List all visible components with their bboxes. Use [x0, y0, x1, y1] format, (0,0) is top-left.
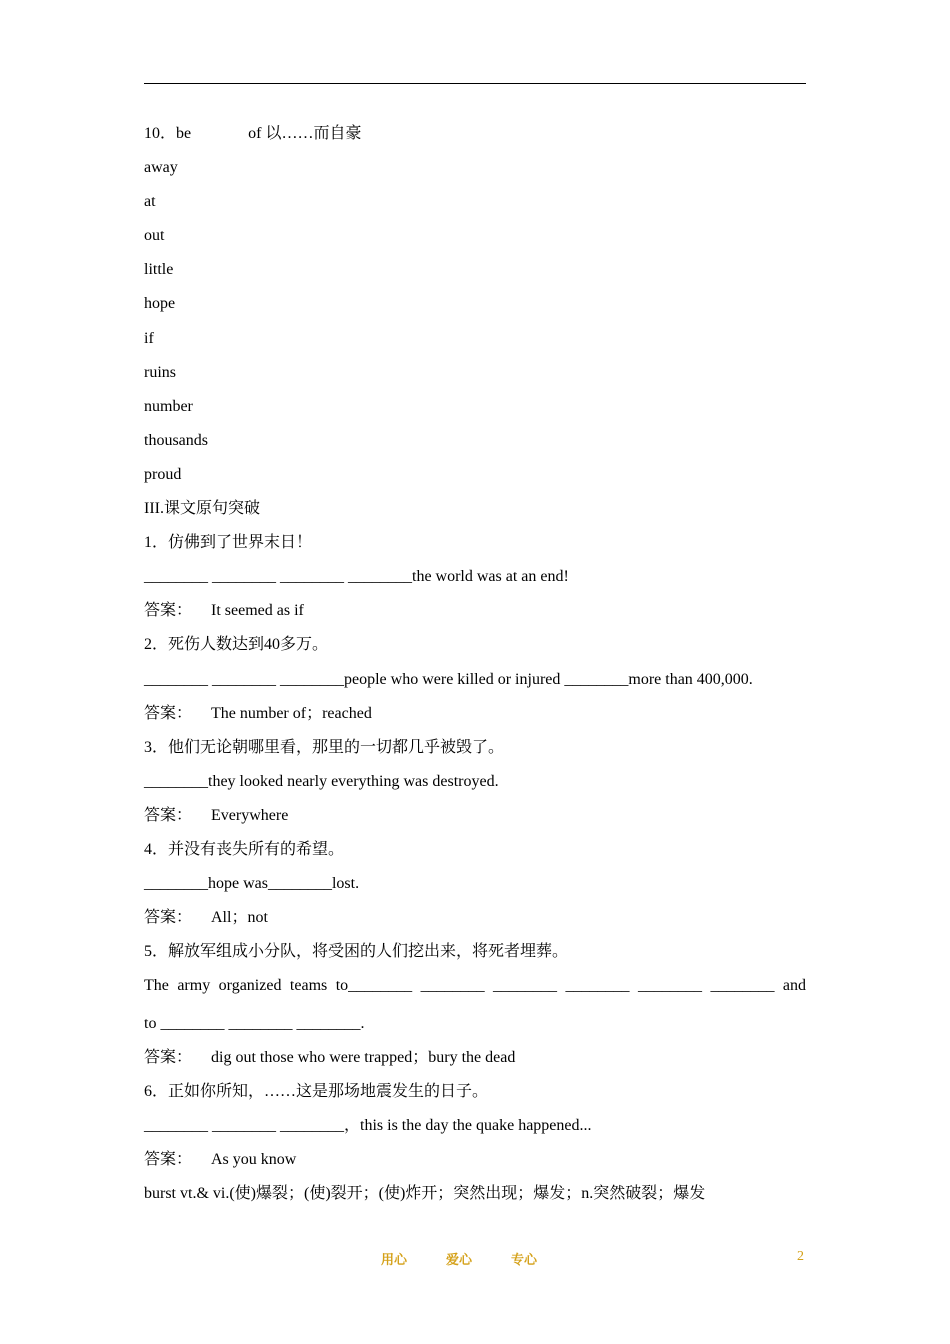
text-line: hope — [144, 295, 176, 313]
answer-line — [144, 704, 806, 724]
text-line: The army organized teams to________ ________ ________ ________ ________ ________ and — [144, 977, 806, 995]
answer-label: 答案： — [144, 806, 193, 824]
page-footer — [0, 1249, 950, 1267]
text-line — [144, 124, 806, 144]
text-line: ________ ________ ________people who were killed or injured ________more than 400,000. — [144, 670, 753, 688]
header-rule — [144, 83, 806, 84]
text-line: ________ ________ ________ ________the world was at an end! — [144, 568, 569, 586]
text-line: ruins — [144, 363, 176, 381]
text-line: away — [144, 159, 178, 177]
text-line: burst vt.& vi.(使)爆裂；(使)裂开；(使)炸开；突然出现；爆发；n.突然破裂；爆发 — [144, 1185, 706, 1203]
text-line: 1．仿佛到了世界末日！ — [144, 534, 313, 552]
answer-line — [144, 601, 806, 621]
text-line: III.课文原句突破 — [144, 500, 260, 518]
answer-label: 答案： — [144, 1048, 193, 1066]
footer-word-1: 用心 — [381, 1253, 408, 1268]
text-line: 5．解放军组成小分队，将受困的人们挖出来，将死者埋葬。 — [144, 943, 569, 961]
answer-line — [144, 1150, 806, 1170]
text-line: 6．正如你所知，……这是那场地震发生的日子。 — [144, 1083, 489, 1101]
text-line: to ________ ________ ________. — [144, 1014, 365, 1032]
text-line: 3．他们无论朝哪里看，那里的一切都几乎被毁了。 — [144, 738, 505, 756]
text-line: thousands — [144, 431, 208, 449]
item-number: 10．be — [144, 125, 192, 142]
text-line: number — [144, 397, 193, 415]
answer-text: It seemed as if — [211, 602, 304, 620]
page-number: 2 — [797, 1249, 804, 1264]
text-line: proud — [144, 465, 182, 483]
item-text: of 以……而自豪 — [248, 125, 362, 142]
text-line: 2．死伤人数达到40多万。 — [144, 636, 329, 654]
text-line: if — [144, 329, 154, 347]
answer-label: 答案： — [144, 704, 193, 722]
footer-word-3: 专心 — [511, 1253, 538, 1268]
text-line: out — [144, 227, 165, 245]
page-content — [144, 124, 806, 1218]
answer-line — [144, 806, 806, 826]
answer-label: 答案： — [144, 909, 193, 927]
answer-line — [144, 1048, 806, 1068]
answer-text: dig out those who were trapped；bury the dead — [211, 1048, 516, 1066]
text-line: 4．并没有丧失所有的希望。 — [144, 840, 345, 858]
answer-text: Everywhere — [211, 806, 289, 824]
footer-word-2: 爱心 — [446, 1253, 473, 1268]
answer-text: The number of；reached — [211, 704, 372, 722]
answer-text: As you know — [211, 1151, 297, 1169]
answer-label: 答案： — [144, 602, 193, 620]
text-line: ________ ________ ________，this is the day the quake happened... — [144, 1117, 592, 1135]
text-line: at — [144, 193, 156, 211]
text-line: little — [144, 261, 174, 279]
answer-text: All；not — [211, 909, 268, 927]
answer-label: 答案： — [144, 1151, 193, 1169]
text-line: ________hope was________lost. — [144, 875, 360, 893]
answer-line — [144, 908, 806, 928]
text-line: ________they looked nearly everything was destroyed. — [144, 772, 499, 790]
